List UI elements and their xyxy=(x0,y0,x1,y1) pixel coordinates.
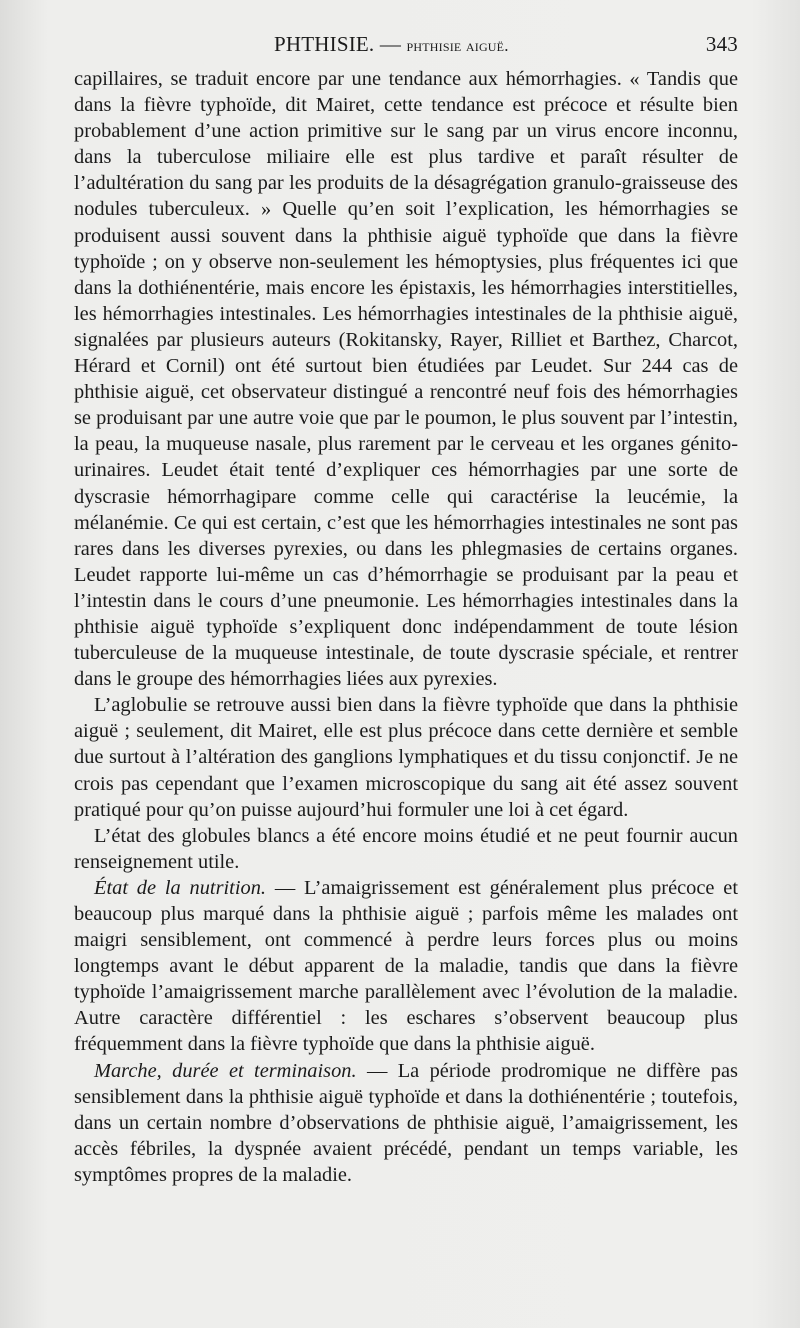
paragraph-marche-duree xyxy=(74,1058,738,1188)
paragraph-etat-nutrition xyxy=(74,875,738,1058)
paragraph-hemorrhagies xyxy=(74,66,738,692)
paragraph-text: L’aglobulie se retrouve aussi bien dans la fièvre typhoïde que dans la phthisie aiguë ; seulement, dit Mairet, elle est plus précoce dans cette dernière et semble due surtout à l’altération des ganglions lymphatiques et du tissu conjonctif. Je ne crois pas cependant que l’examen microscopique du sang ait été assez souvent pratiqué pour qu’on puisse aujourd’hui formuler une loi à cet égard. xyxy=(74,694,738,821)
paragraph-text: — La période prodromique ne diffère pas sensiblement dans la phthisie aiguë typhoïde et dans la dothiénentérie ; toutefois, dans un certain nombre d’observations de phthisie aiguë, l’amaigrissement, les accès fébriles, la dyspnée avaient précédé, pendant un temps variable, les symptômes propres de la maladie. xyxy=(74,1059,738,1186)
section-heading-nutrition: État de la nutrition. xyxy=(94,876,267,899)
page-number: 343 xyxy=(705,32,738,56)
chapter-title: PHTHISIE. xyxy=(274,32,375,56)
running-head xyxy=(74,32,738,60)
paragraph-text: capillaires, se traduit encore par une tendance aux hémorrhagies. « Tandis que dans la fièvre typhoïde, dit Mairet, cette tendance est précoce et résulte bien probablement d’une action primitive sur le sang par un virus encore inconnu, dans la tuberculose miliaire elle est plus tardive et paraît résulter de l’adultération du sang par les produits de la désagrégation granulo-graisseuse des nodules tuberculeux. » Quelle qu’en soit l’explication, les hémorrhagies se produisent aussi souvent dans la phthisie aiguë typhoïde que dans la fièvre typhoïde ; on y observe non-seulement les hémoptysies, plus fréquentes ici que dans la dothiénentérie, mais encore les épistaxis, les hémorrhagies interstitielles, les hémorrhagies intestinales. Les hémorrhagies intestinales de la phthisie aiguë, signalées par plusieurs auteurs (Rokitansky, Rayer, Rilliet et Barthez, Charcot, Hérard et Cornil) ont été surtout bien étudiées par Leudet. Sur 244 cas de phthisie aiguë, cet observateur distingué a rencontré neuf fois des hémorrhagies se produisant par une autre voie que par le poumon, le plus souvent par l’intestin, la peau, la muqueuse nasale, plus rarement par le cerveau et les organes génito-urinaires. Leudet était tenté d’expliquer ces hémorrhagies par une sorte de dyscrasie hémorrhagipare comme celle qui caractérise la leucémie, la mélanémie. Ce qui est certain, c’est que les hémorrhagies intestinales ne sont pas rares dans les diverses pyrexies, ou dans les phlegmasies de certains organes. Leudet rapporte lui-même un cas d’hémorrhagie se produisant par la peau et l’intestin dans le cours d’une pneumonie. Les hémorrhagies intestinales dans la phthisie aiguë typhoïde s’expliquent donc indépendamment de toute lésion tuberculeuse de la muqueuse intestinale, de toute dyscrasie spéciale, et rentrer dans le groupe des hémorrhagies liées aux pyrexies. xyxy=(74,68,738,691)
paragraph-text: L’état des globules blancs a été encore moins étudié et ne peut fournir aucun renseignement utile. xyxy=(74,824,738,873)
body-text xyxy=(74,66,738,1188)
section-title: phthisie aiguë. xyxy=(406,36,509,55)
paragraph-globules-blancs xyxy=(74,823,738,875)
running-head-title xyxy=(274,32,509,57)
title-dash: — xyxy=(379,32,402,56)
paragraph-aglobulie xyxy=(74,692,738,822)
section-heading-marche: Marche, durée et terminaison. xyxy=(94,1059,357,1082)
paragraph-text: — L’amaigrissement est généralement plus précoce et beaucoup plus marqué dans la phthisie aiguë ; parfois même les malades ont maigri sensiblement, ont commencé à perdre leurs forces plus ou moins longtemps avant le début apparent de la maladie, tandis que dans la fièvre typhoïde l’amaigrissement marche parallèlement avec l’évolution de la maladie. Autre caractère différentiel : les eschares s’observent beaucoup plus fréquemment dans la fièvre typhoïde que dans la phthisie aiguë. xyxy=(74,876,738,1056)
